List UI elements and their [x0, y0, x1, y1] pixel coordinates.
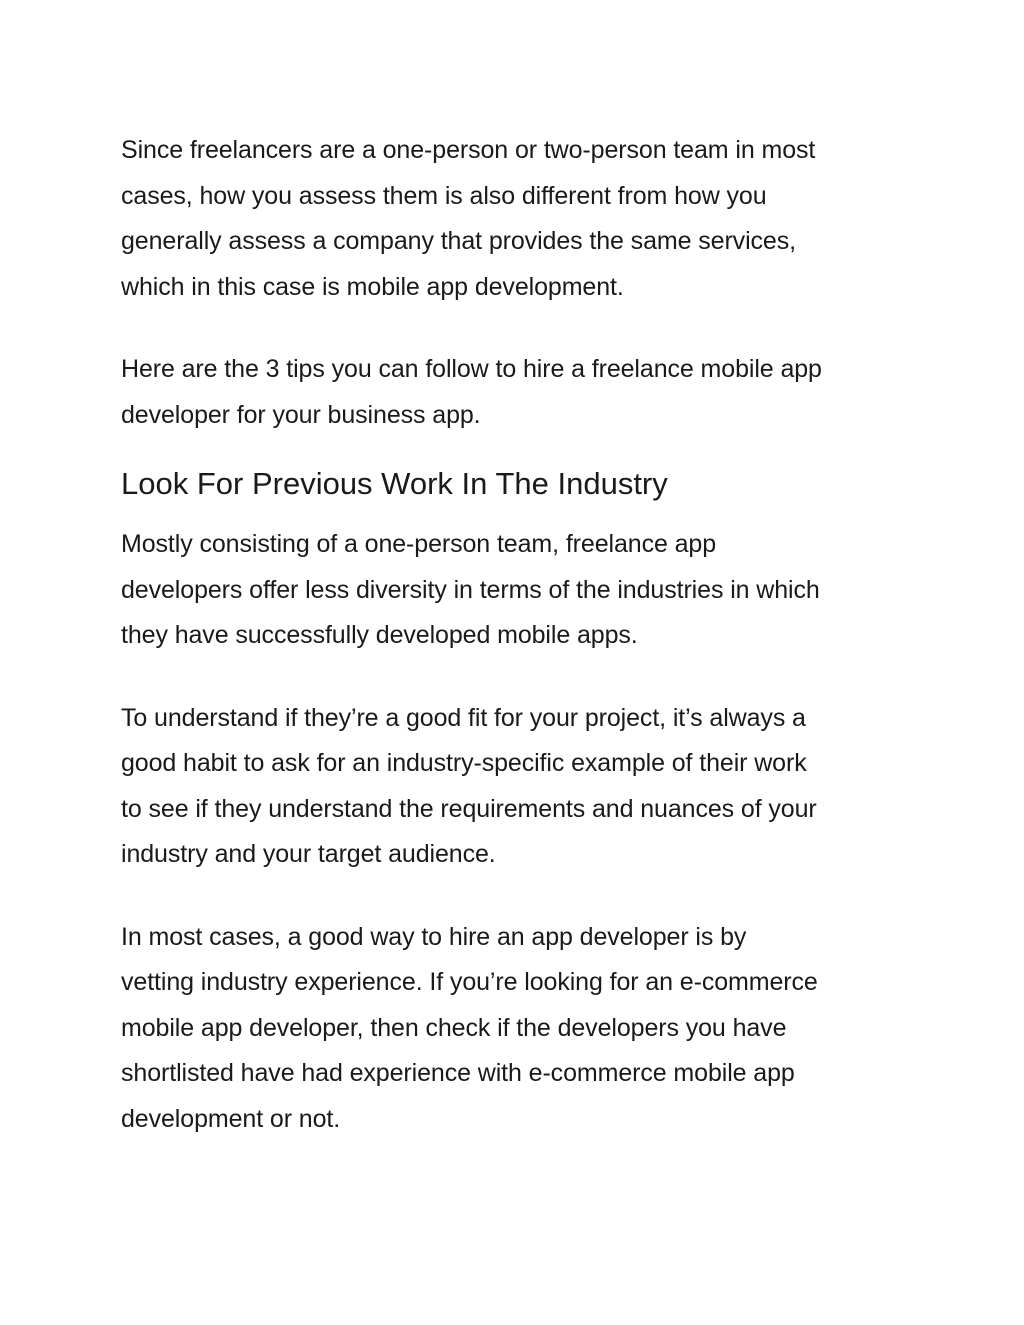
paragraph-tips-intro — [121, 347, 921, 438]
text-line: generally assess a company that provides the same services, — [121, 227, 796, 255]
text-line: developers offer less diversity in terms of the industries in which — [121, 575, 820, 604]
paragraph-spacer — [121, 878, 921, 915]
text-line: good habit to ask for an industry-specific example of their work — [121, 749, 807, 777]
paragraph-spacer — [121, 659, 921, 696]
text-line: development or not. — [121, 1104, 341, 1133]
heading-spacer — [121, 504, 921, 522]
text-line: they have successfully developed mobile apps. — [121, 621, 638, 649]
text-line: mobile app developer, then check if the developers you have — [121, 1013, 787, 1042]
text-line: industry and your target audience. — [121, 840, 496, 868]
text-line: vetting industry experience. If you’re looking for an e-commerce — [121, 968, 818, 996]
heading-spacer — [121, 438, 921, 464]
text-line: to see if they understand the requirements and nuances of your — [121, 794, 817, 823]
paragraph-spacer — [121, 310, 921, 347]
text-line: Since freelancers are a one-person or two-person team in most — [121, 136, 816, 164]
text-line: Mostly consisting of a one-person team, freelance app — [121, 530, 717, 558]
paragraph-good-fit — [121, 696, 921, 878]
paragraph-freelancer-assessment — [121, 128, 921, 310]
text-line: shortlisted have had experience with e-commerce mobile app — [121, 1059, 795, 1087]
text-line: In most cases, a good way to hire an app developer is by — [121, 922, 747, 951]
text-line: developer for your business app. — [121, 400, 481, 429]
text-line: which in this case is mobile app development. — [121, 272, 624, 301]
paragraph-industry-diversity — [121, 522, 921, 659]
document-body — [121, 128, 921, 1142]
paragraph-vetting-experience — [121, 915, 921, 1143]
text-line: cases, how you assess them is also different from how you — [121, 181, 767, 210]
section-heading: Look For Previous Work In The Industry — [121, 466, 668, 501]
text-line: Here are the 3 tips you can follow to hire a freelance mobile app — [121, 355, 822, 383]
text-line: To understand if they’re a good fit for your project, it’s always a — [121, 703, 806, 732]
